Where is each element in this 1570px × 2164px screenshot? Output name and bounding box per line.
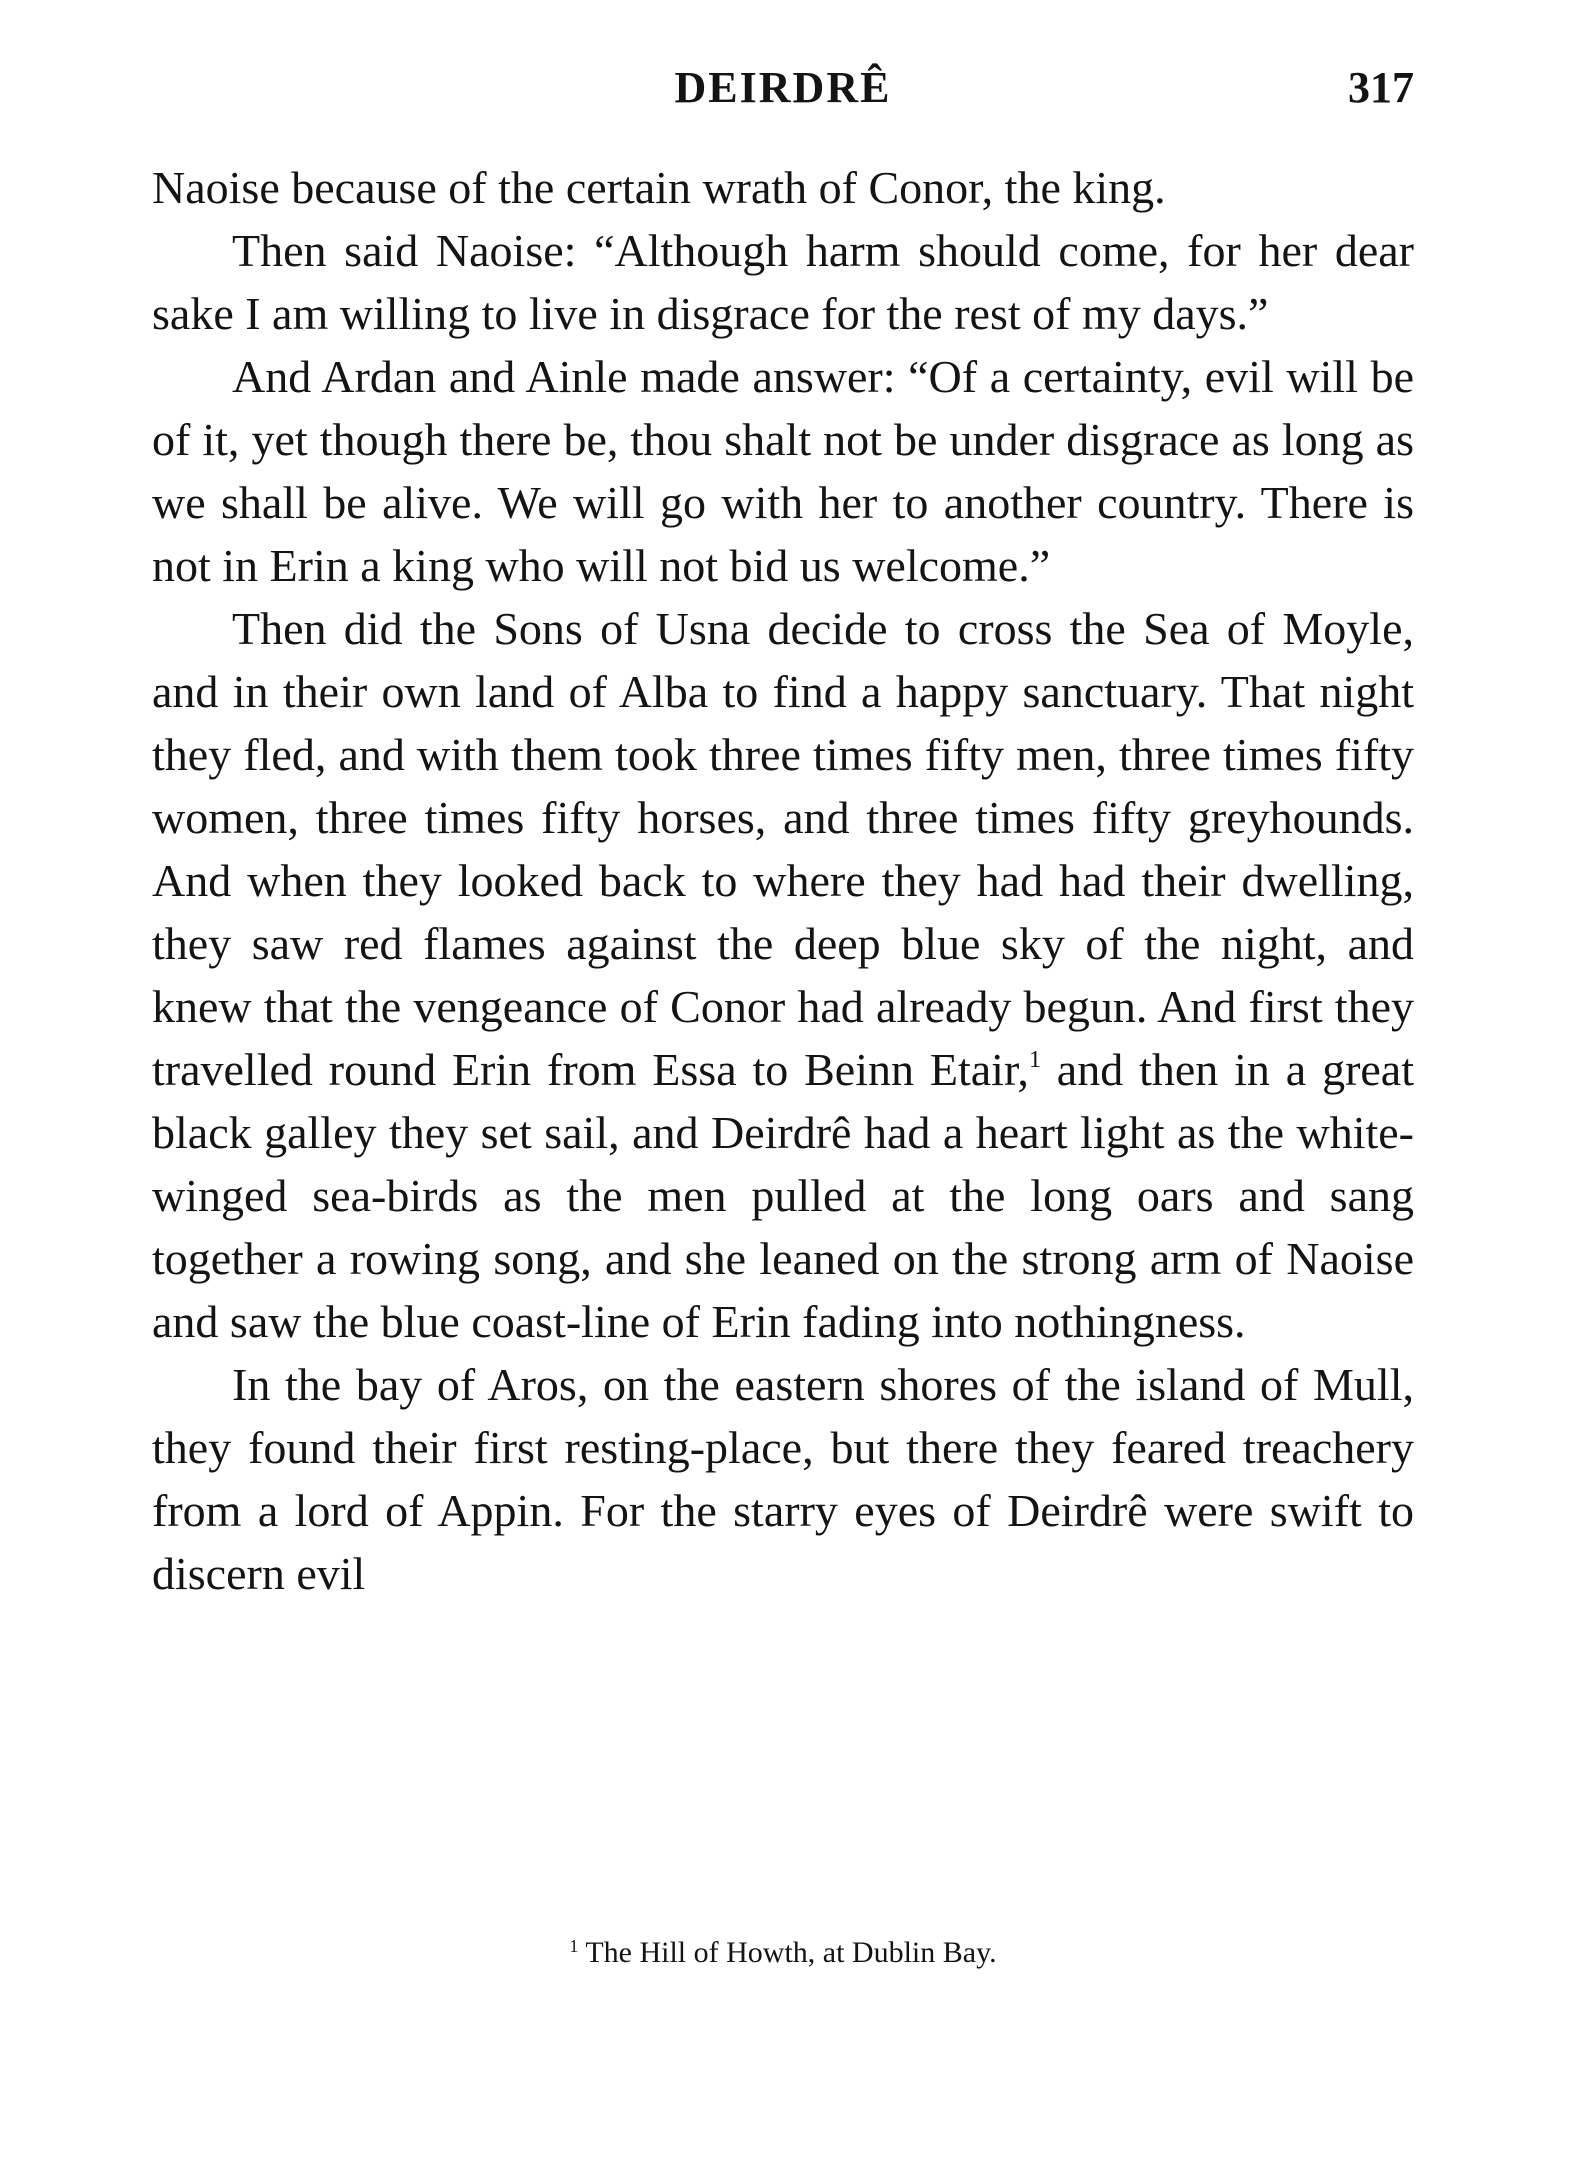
paragraph-continued: Naoise because of the certain wrath of Conor, the king. (152, 162, 1166, 213)
paragraph: Then said Naoise: “Although harm should come, for her dear sake I am willing to live in disgrace for the rest of my days.” (152, 225, 1414, 339)
footnote-marker: 1 (569, 1936, 579, 1956)
running-title: DEIRDRÊ (674, 63, 892, 112)
body-text (152, 156, 1414, 1605)
running-head (152, 62, 1414, 122)
footnote (152, 1936, 1414, 1970)
paragraph (152, 597, 1414, 1353)
footnote-text: The Hill of Howth, at Dublin Bay. (585, 1936, 997, 1969)
footnote-reference: 1 (1028, 1047, 1041, 1073)
paragraph-text: and then in a great black galley they set sail, and Deirdrê had a heart light as the white-winged sea-birds as the men pulled at the long oars and sang together a rowing song, and she leaned on the strong arm of Naoise and saw the blue coast-line of Erin fading into nothingness. (152, 1044, 1415, 1347)
page-number: 317 (1348, 63, 1414, 112)
paragraph-text: Then did the Sons of Usna decide to cross the Sea of Moyle, and in their own land of Alba to find a happy sanctuary. That night they fled, and with them took three times fifty men, three times fifty women, three times fifty horses, and three times fifty greyhounds. And when they looked back to where they had had their dwelling, they saw red flames against the deep blue sky of the night, and knew that the vengeance of Conor had already begun. And first they travelled round Erin from Essa to Beinn Etair, (152, 603, 1414, 1095)
paragraph: And Ardan and Ainle made answer: “Of a certainty, evil will be of it, yet though there be, thou shalt not be under disgrace as long as we shall be alive. We will go with her to another country. There is not in Erin a king who will not bid us welcome.” (152, 351, 1414, 591)
paragraph: In the bay of Aros, on the eastern shores of the island of Mull, they found their first resting-place, but there they feared treachery from a lord of Appin. For the starry eyes of Deirdrê were swift to discern evil (152, 1359, 1414, 1599)
